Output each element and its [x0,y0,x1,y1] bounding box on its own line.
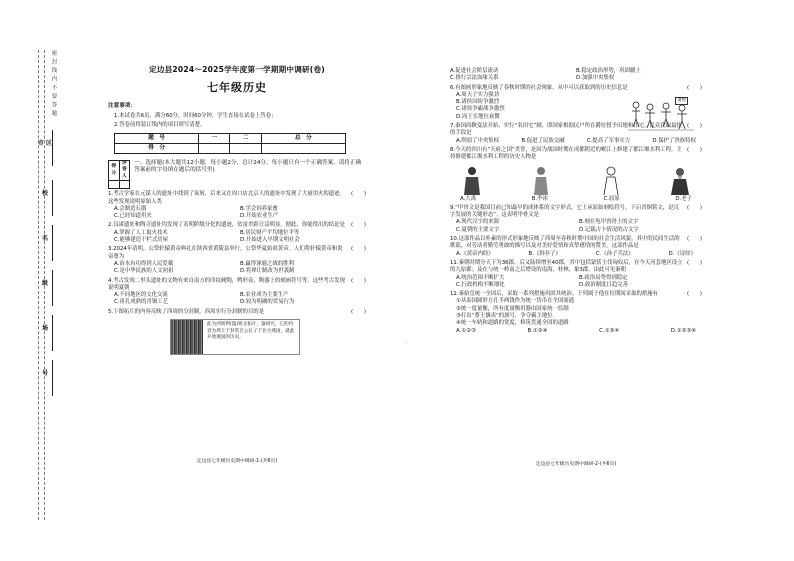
question-stem: 2.良渚遗址和陶寺遗址均发现了表明阶级分化的遗迹，贫富差距日益明显。据此，你能得出的结论是 [108,222,345,229]
question-stem: 11.秦朝时期分天下为36郡，后又陆续增至40郡，其中包括蒙恬主伐匈奴后，在今天河套地区设立的九原郡；及在与统一岭南之后增设的南海，桂林，象3郡，由此可见秦朝 [450,259,683,274]
question-9 [450,205,702,234]
statement: ③打出“尊王攘夷”的旗号，争夺霸主地位 [456,313,553,320]
question-stem: 4.考古发现二里头遗址的文物有来自南方的印纹硬陶，鸭形壶，陶器上的刻画符号等。这些考古发现说明夏朝 [108,277,345,291]
question-stem: 3.2024年清明，公祭轩辕黄帝典礼在陕西省黄陵县举行，公祭华夏始祖黄帝。人们将轩辕黄帝和炎帝尊为 [108,246,343,260]
score-header: 二 [230,133,261,143]
score-table [114,133,346,154]
option: B.居民财产平均地位平等 [240,229,300,236]
score-cell[interactable] [230,143,261,153]
option: B.①②④ [527,327,548,334]
grader-score-label: 得分 [109,160,120,180]
subject-title: 七年级历史 [207,81,267,95]
option: C.行政机构不断细化 [456,281,505,288]
option: C.已经知道用火 [114,213,152,220]
portrait-dayu-icon [454,165,490,195]
notice-heading: 注意事项： [108,103,136,110]
option: A.①②③ [456,327,476,334]
question-1 [108,191,366,220]
question-3 [108,246,366,275]
answer-blank[interactable]: ( ) [351,277,366,284]
grader-name-cell[interactable] [119,181,130,189]
option: B.政治局势得到稳定 [579,274,628,281]
option: B.赢得涿鹿之战的胜利 [240,260,294,267]
answer-blank[interactable]: ( ) [687,259,702,266]
question-2 [108,222,366,244]
question-stem: 8.今天的四川有“天府之国”美誉，是因为战国时期在成都附近的岷江上修建了都江堰水利工程。主持修建都江堰水利工程的历史人物是 [450,146,682,161]
question-5 [108,309,366,316]
option: B.诸侯国纷争激烈 [456,99,500,106]
option: D.①②③④ [670,327,696,334]
rubbing-caption: 此为西周利(簋)铭文拓片，器研究，它的内容为周王于封赏召公长子于北方燕国，就此开始燕国的历史。 [207,321,295,341]
option: A.会制造石器 [114,205,147,212]
statement: ④统一车轨和道路的宽度，修筑贯通全国的道路 [456,320,569,327]
option: D.记载占卜情况的古文字 [579,226,639,233]
option: B.促进了民族交融 [521,137,565,144]
section1-header [108,160,366,189]
answer-blank[interactable]: ( ) [687,123,702,130]
portrait-row [454,165,698,195]
option: D.较为明确的贸易行为 [240,299,295,306]
portrait-laozi-icon [662,165,698,195]
score-row-label: 得 分 [115,143,199,153]
option: A.统治范围不断扩大 [456,274,505,281]
option: C.屈原 [603,195,620,202]
statement: ②统一度量衡，所有度量衡用器由国家统一监制 [456,305,569,312]
option: A.周天子实力强劲 [456,91,500,98]
rubbing-image [171,320,203,354]
option: C.是中华民族的人文初祖 [114,268,174,275]
question-12 [450,291,702,335]
field-district: 市 区 [34,140,56,148]
question-stem: 7.秦国商鞅变法开始，实行“名田宅”制，即国家根据民户所在爵位授予田地和住宅。民众获取最快的手段是 [450,123,682,137]
answer-blank[interactable]: ( ) [687,84,702,91]
option: D.《诗经》 [668,250,696,257]
option: B.学会饲养家畜 [240,205,278,212]
portrait-quyuan-icon [593,165,629,195]
option: D.开始农业生产 [240,213,279,220]
cartoon-label: 诸侯 [677,97,686,103]
grader-table [108,160,130,189]
question-stem: 12.秦始皇统一全国后，采取一系列措施巩固其统治。下列属于他在位期间采取的措施有 [450,291,659,298]
option: C.《孙子兵法》 [595,250,634,257]
question-stem: 5.下图拓片的内容反映了西周的分封制。西周实行分封制的目的是 [108,308,265,315]
option: B.农业成为主要生产 [240,292,289,299]
exam-page-2: A.促进社会阶层流动 B.稳定政治形势，巩固疆土 C.推行宗法血缘关系 D.加强中央集权 6.有图画形象地反映了春秋时期的社会现象，从中可以获取到的历史信息是 ( ) A.周天子实力强劲 B.诸侯国纷争激烈 C.诸侯争霸战争激烈 D.周王室地位衰微 诸侯 7.秦国商鞅变法开始，实行“名田宅”制，即国家根据民户所在爵位授予田地和住宅。民众获取最快的手段是 ( ) A.削弱了中央集权 B.促进了民族交融 C.提高了军事实力 D.保护了贵族特权 8.今天的四川有“天府之国”美誉，是因为战国时期在成都附近的岷江上修建了都江堰水利工程。主持修建都江堰水利工程的历史人物是 ( ) A.大禹 B.李冰 C.屈原 D.老子 9.“甲骨文是我国目前已知最早的成体系的文字形式，它上承原始刻绘符号，下启青铜铭文，是汉字发展的关键形态”。这表明甲骨文是 ( ) A.现代汉字的来源 B.刻在龟甲兽骨上的文字 C.夏朝的主要文字 D.记载占卜情况的古文字 10.这部作品以朴素的形式形象地反映了西周至春秋时期中国的社会生活风貌。其中的民间生活的歌谣，对劳动者勤劳勇敢的描写以及对美好爱情和真挚感情的赞美。这部作品是 ( ) A.《黄帝内经》 B.《韩非子》 C.《孙子兵法》 D.《诗经》 11.秦朝时期分天下为36郡，后又陆续增至40郡，其中包括蒙恬主伐匈奴后，在今天河套地区设立的九原郡；及在与统一岭南之后增设的南海，桂林，象3郡，由此可见秦朝 ( ) A.统治范围不断扩大 B.政治局势得到稳定 C.行政机构不断细化 D.政治制度日趋完善 12.秦始皇统一全国后，采取一系列措施巩固其统治。下列属于他在位期间采取的措施有 ( ) ①从泰国圆形方孔半两钱作为统一货币在全国流通 ②统一度量衡，所有度量衡用器由国家统一监制 ③打出“尊王攘夷”的旗号，争夺霸主地位 ④统一车轨和道路的宽度，修筑贯通全国的道路 A.①②③ B.①②④ C.①③④ D.①②③④ 定边县七年级历史期中调研-2-(共6页) [450,68,702,467]
option: A.不同地区的文化交流 [114,292,168,299]
option: C.夏朝的主要文字 [456,226,500,233]
question-6 [450,85,702,121]
answer-blank[interactable]: ( ) [687,204,702,211]
option: D.将禅让制改为世袭制 [240,268,295,275]
question-4 [108,278,366,307]
notice-item: 1.本试卷共6页，满分60分，时间60分钟，学生直接在试卷上答卷； [114,112,277,119]
statement: ①从泰国圆形方孔半两钱作为统一货币在全国流通 [456,298,575,305]
question-10 [450,236,702,258]
notice-item: 2.答卷前将装订线内的项目填写清楚。 [114,121,206,128]
answer-blank[interactable]: ( ) [351,308,366,315]
question-stem: 10.这部作品以朴素的形式形象地反映了西周至春秋时期中国的社会生活风貌。其中的民间生活的歌谣，对劳动者勤劳勇敢的描写以及对美好爱情和真挚感情的赞美。这部作品是 [450,236,680,250]
option: D.政治制度日趋完善 [579,281,628,288]
question-stem: 1.考古学家在元谋人的遗址中找到了炭屑，后来又在周口店北京人的遗址中发现了大量用火的遗迹。这些发现说明原始人类 [108,191,345,205]
option: C.提高了军事实力 [586,137,631,144]
question-stem: 9.“甲骨文是我国目前已知最早的成体系的文字形式，它上承原始刻绘符号，下启青铜铭文，是汉字发展的关键形态”。这表明甲骨文是 [450,204,679,219]
option: D.开始进入早期文明社会 [240,237,300,244]
score-header: 总 分 [261,133,345,143]
question-11 [450,260,702,289]
option: C.能够建造干栏式房屋 [114,237,168,244]
center-mark: · [405,340,407,347]
answer-blank[interactable]: ( ) [351,191,366,198]
option: C.①③④ [599,327,620,334]
field-school: 校 [34,190,56,198]
grader-name-label: 评卷人 [119,160,130,180]
answer-blank[interactable]: ( ) [687,236,702,243]
option: B.《韩非子》 [528,250,561,257]
option: A.治水有功得到人民爱戴 [114,260,174,267]
binding-strip [30,50,88,520]
option: A.掌握了人工取火技术 [114,229,168,236]
question-8 [450,147,702,203]
option: C.祖孔成熟的青铜工艺 [114,299,168,306]
answer-blank[interactable]: ( ) [687,291,702,298]
portrait-libing-icon [523,165,559,195]
option: B.稳定政治形势，巩固疆土 [576,68,641,74]
grader-score-cell[interactable] [109,181,120,189]
option: B.刻在龟甲兽骨上的文字 [579,219,639,226]
feudal-cartoon [626,97,696,131]
option: A.《黄帝内经》 [456,250,494,257]
option: A.促进社会阶层流动 [450,68,499,74]
option: D.周王室地位衰微 [456,113,500,120]
option: A.大禹 [460,195,477,202]
option: A.削弱了中央集权 [456,137,500,144]
bronze-rubbing-figure [170,319,300,355]
option: D.保护了贵族特权 [652,137,696,144]
answer-blank[interactable]: ( ) [351,246,366,253]
question-stem: 6.有图画形象地反映了春秋时期的社会现象，从中可以获取到的历史信息是 [450,84,628,91]
score-header: 一 [199,133,230,143]
option: D.加强中央集权 [576,75,615,82]
field-class: 级 [34,280,56,288]
field-name: 名 [34,235,56,243]
option: A.现代汉字的来源 [456,219,500,226]
option: C.推行宗法血缘关系 [450,75,499,82]
exam-page-1: 定边县2024～2025学年度第一学期期中调研(卷) 七年级历史 注意事项： 1.本试卷共6页，满分60分，时间60分钟，学生直接在试卷上答卷； 2.答卷前将装订线内的项目填写清楚。 题 号 一 二 总 分 得 分 得分 评卷人 一、选择题(本大题共12小题，每小题2分，总计24分。每小题只有一个正确答案，请将正确答案前的字母填在题后的括号里) 1.考古学家在元谋人的遗址中找到了炭屑，后来又在周口店北京人的遗址中发现了大量用火的遗迹。这些发现说明原始人类 ( ) A.会制造石器 B.学会饲养家畜 C.已经知道用火 D.开始农业生产 2.良渚遗址和陶寺遗址均发现了表明阶级分化的遗迹，贫富差距日益明显。据此，你能得出的结论是 ( ) A.掌握了人工取火技术 B.居民财产平均地位平等 C.能够建造干栏式房屋 D.开始进入早期文明社会 3.2024年清明，公祭轩辕黄帝典礼在陕西省黄陵县举行，公祭华夏始祖黄帝。人们将轩辕黄帝和炎帝尊为 ( ) A.治水有功得到人民爱戴 B.赢得涿鹿之战的胜利 C.是中华民族的人文初祖 D.将禅让制改为世袭制 4.考古发现二里头遗址的文物有来自南方的印纹硬陶，鸭形壶，陶器上的刻画符号等。这些考古发现说明夏朝 ( ) A.不同地区的文化交流 B.农业成为主要生产 C.祖孔成熟的青铜工艺 D.较为明确的贸易行为 5.下图拓片的内容反映了西周的分封制。西周实行分封制的目的是 ( ) 此为西周利(簋)铭文拓片，器研究，它的内容为周王于封赏召公长子于北方燕国，就此开始燕国的历史。 定边县七年级历史期中调研-1-(共6页) [108,65,366,464]
field-seat-number: 号 [34,370,56,378]
score-header: 题 号 [115,133,199,143]
score-cell[interactable] [261,143,345,153]
score-cell[interactable] [199,143,230,153]
answer-blank[interactable]: ( ) [687,146,702,153]
answer-blank[interactable]: ( ) [351,222,366,229]
option: C.诸侯争霸战争激烈 [456,106,505,113]
exam-title: 定边县2024～2025学年度第一学期期中调研(卷) [149,65,325,74]
seal-text: 密封线内不要答题 [50,50,57,119]
option: B.李冰 [531,195,548,202]
option: D.老子 [675,195,692,202]
section1-instructions: 一、选择题(本大题共12小题，每小题2分，总计24分。每小题只有一个正确答案，请将正确答案前的字母填在题后的括号里) [134,159,362,174]
field-exam-room: 场 [34,325,56,333]
